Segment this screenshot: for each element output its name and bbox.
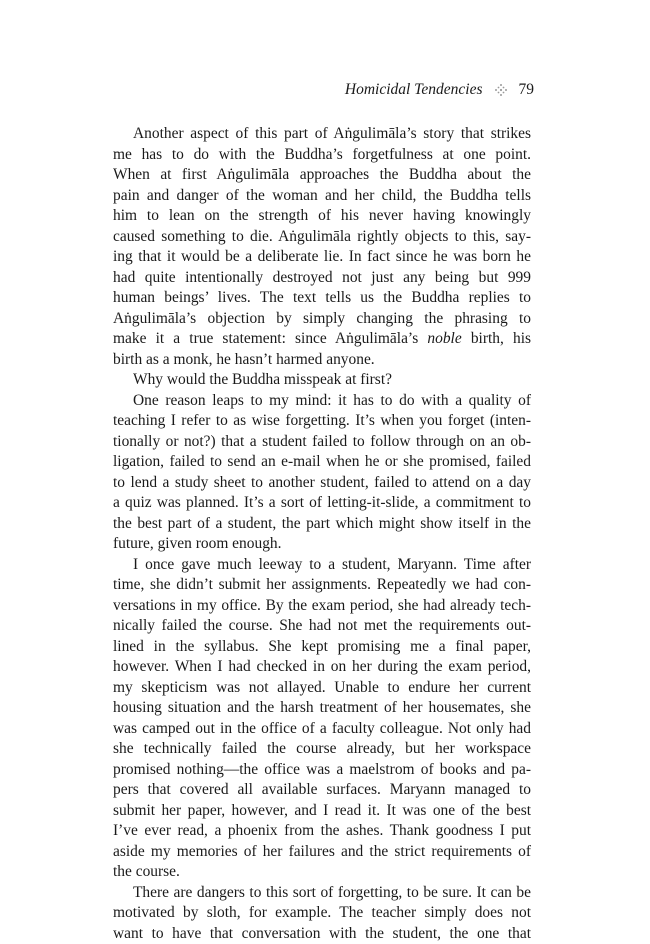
text-line: birth as a monk, he hasn’t harmed anyone. (113, 350, 531, 371)
text-line: Another aspect of this part of Aṅgulimāla’s story that strikes (113, 124, 531, 145)
text-line: promised nothing—the office was a maelstrom of books and pa- (113, 760, 531, 781)
text-line: human beings’ lives. The text tells us the Buddha replies to (113, 288, 531, 309)
text-line: future, given room enough. (113, 534, 531, 555)
text-line: pain and danger of the woman and her child, the Buddha tells (113, 186, 531, 207)
text-line: my skepticism was not allayed. Unable to endure her current (113, 678, 531, 699)
text-line: nically failed the course. She had not met the requirements out- (113, 616, 531, 637)
page-number: 79 (519, 81, 535, 99)
paragraph (113, 391, 531, 555)
text-line: time, she didn’t submit her assignments. Repeatedly we had con- (113, 575, 531, 596)
text-line: One reason leaps to my mind: it has to do with a quality of (113, 391, 531, 412)
body-text (113, 124, 531, 944)
paragraph (113, 883, 531, 944)
text-line: submit her paper, however, and I read it. It was one of the best (113, 801, 531, 822)
text-line: was camped out in the office of a faculty colleague. Not only had (113, 719, 531, 740)
text-line: want to have that conversation with the student, the one that (113, 924, 531, 944)
text-line: I once gave much leeway to a student, Maryann. Time after (113, 555, 531, 576)
text-line: had quite intentionally destroyed not just any being but 999 (113, 268, 531, 289)
text-line: ing that it would be a deliberate lie. In fact since he was born he (113, 247, 531, 268)
text-line: make it a true statement: since Aṅgulimāla’s noble birth, his (113, 329, 531, 350)
text-line: teaching I refer to as wise forgetting. It’s when you forget (inten- (113, 411, 531, 432)
text-line: When at first Aṅgulimāla approaches the Buddha about the (113, 165, 531, 186)
text-line: I’ve ever read, a phoenix from the ashes. Thank goodness I put (113, 821, 531, 842)
text-line: the course. (113, 862, 531, 883)
text-line: Aṅgulimāla’s objection by simply changing the phrasing to (113, 309, 531, 330)
text-line: the best part of a student, the part which might show itself in the (113, 514, 531, 535)
text-line: pers that covered all available surfaces. Maryann managed to (113, 780, 531, 801)
running-head-title: Homicidal Tendencies (345, 81, 483, 99)
paragraph (113, 555, 531, 883)
text-line: Why would the Buddha misspeak at first? (113, 370, 531, 391)
text-line: she technically failed the course already, but her workspace (113, 739, 531, 760)
text-line: a quiz was planned. It’s a sort of letting-it-slide, a commitment to (113, 493, 531, 514)
text-line: housing situation and the harsh treatment of her housemates, she (113, 698, 531, 719)
running-head (345, 80, 534, 100)
text-line: There are dangers to this sort of forgetting, to be sure. It can be (113, 883, 531, 904)
text-line: to lend a study sheet to another student, failed to attend on a day (113, 473, 531, 494)
text-line: lined in the syllabus. She kept promising me a final paper, (113, 637, 531, 658)
text-line: versations in my office. By the exam period, she had already tech- (113, 596, 531, 617)
text-line: caused something to die. Aṅgulimāla rightly objects to this, say- (113, 227, 531, 248)
text-line: him to lean on the strength of his never having knowingly (113, 206, 531, 227)
text-line: however. When I had checked in on her during the exam period, (113, 657, 531, 678)
text-line: tionally or not?) that a student failed to follow through on an ob- (113, 432, 531, 453)
text-line: ligation, failed to send an e-mail when he or she promised, failed (113, 452, 531, 473)
text-line: me has to do with the Buddha’s forgetfulness at one point. (113, 145, 531, 166)
paragraph (113, 124, 531, 370)
text-line: aside my memories of her failures and the strict requirements of (113, 842, 531, 863)
diamond-ornament-icon (493, 82, 509, 98)
text-line: motivated by sloth, for example. The teacher simply does not (113, 903, 531, 924)
paragraph (113, 370, 531, 391)
